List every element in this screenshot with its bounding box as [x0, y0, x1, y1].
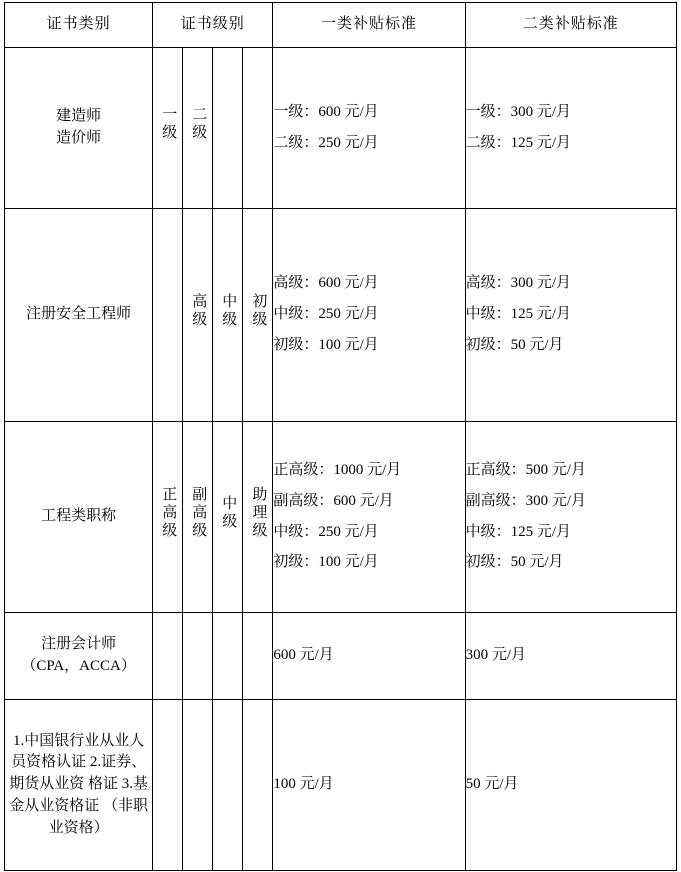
- level-label: 中级: [220, 293, 237, 330]
- table-row: [5, 48, 677, 209]
- header-cell-tier2: 二类补贴标准: [465, 3, 676, 48]
- amount-line: 初级：100 元/月: [273, 554, 379, 571]
- category-line: （非职业资格）: [48, 797, 148, 836]
- amount-line: 50 元/月: [465, 776, 519, 793]
- level-cell: [153, 48, 183, 209]
- header-cell-level: 证书级别: [153, 3, 273, 48]
- tier1-amounts: [273, 48, 465, 209]
- category-line: 注册会计师: [41, 636, 117, 653]
- amount-line: 中级：250 元/月: [273, 523, 379, 540]
- level-cell: [243, 422, 273, 613]
- category-line: 2.证券、期货从业资: [9, 754, 147, 793]
- category-line: 格证: [87, 776, 118, 793]
- tier1-amounts: [273, 700, 465, 871]
- category-line: 建造师: [56, 108, 102, 125]
- category-line: 员资格认证: [11, 754, 87, 771]
- amount-line: 副高级：300 元/月: [465, 492, 587, 509]
- level-label: 一级: [160, 106, 177, 143]
- amount-line: 正高级：500 元/月: [465, 462, 587, 478]
- amount-line: 中级：125 元/月: [465, 523, 572, 540]
- row-category: [5, 613, 153, 700]
- level-cell-empty: [243, 700, 273, 871]
- tier2-amounts: [465, 613, 676, 700]
- category-line: 造价师: [56, 130, 102, 146]
- level-cell: [183, 48, 213, 209]
- level-cell-empty: [243, 613, 273, 700]
- row-category: [5, 209, 153, 422]
- table-row: [5, 422, 677, 613]
- level-label: 副高级: [190, 486, 207, 541]
- category-line: 注册安全工程师: [26, 306, 132, 323]
- level-cell: [213, 209, 243, 422]
- amount-line: 一级：300 元/月: [465, 103, 572, 120]
- level-cell-empty: [183, 700, 213, 871]
- amount-line: 高级：600 元/月: [273, 275, 379, 292]
- level-cell-empty: [153, 700, 183, 871]
- amount-line: 初级：100 元/月: [273, 336, 379, 353]
- level-label: 正高级: [160, 486, 177, 541]
- amount-line: 初级：50 元/月: [465, 336, 564, 353]
- level-cell-empty: [243, 48, 273, 209]
- tier1-amounts: [273, 613, 465, 700]
- amount-line: 正高级：1000 元/月: [273, 462, 402, 478]
- level-cell: [153, 422, 183, 613]
- amount-line: 中级：125 元/月: [465, 306, 572, 323]
- tier2-amounts: [465, 48, 676, 209]
- table-row: [5, 613, 677, 700]
- table-row: [5, 700, 677, 871]
- amount-line: 600 元/月: [273, 647, 334, 664]
- level-cell-empty: [153, 209, 183, 422]
- category-line: 3.基金从业资格证: [9, 776, 148, 814]
- level-cell-empty: [183, 613, 213, 700]
- level-label: 二级: [190, 106, 207, 143]
- tier2-amounts: [465, 700, 676, 871]
- category-line: 工程类职称: [41, 508, 117, 525]
- amount-line: 二级：250 元/月: [273, 134, 379, 151]
- header-cell-tier1: 一类补贴标准: [273, 3, 465, 48]
- subsidy-standards-table: [4, 2, 677, 871]
- amount-line: 300 元/月: [465, 647, 527, 664]
- header-cell-category: 证书类别: [5, 3, 153, 48]
- category-line: （CPA，ACCA）: [21, 658, 136, 674]
- level-cell: [183, 209, 213, 422]
- row-category: [5, 700, 153, 871]
- level-cell: [183, 422, 213, 613]
- row-category: [5, 422, 153, 613]
- level-cell: [213, 422, 243, 613]
- level-label: 助理级: [250, 486, 267, 541]
- level-cell-empty: [153, 613, 183, 700]
- level-cell-empty: [213, 700, 243, 871]
- amount-line: 副高级：600 元/月: [273, 492, 394, 509]
- level-label: 初级: [250, 293, 267, 330]
- row-category: [5, 48, 153, 209]
- tier1-amounts: [273, 209, 465, 422]
- tier1-amounts: [273, 422, 465, 613]
- level-cell-empty: [213, 613, 243, 700]
- amount-line: 一级：600 元/月: [273, 103, 379, 120]
- level-label: 中级: [220, 495, 237, 532]
- amount-line: 100 元/月: [273, 776, 334, 793]
- level-cell: [243, 209, 273, 422]
- amount-line: 初级：50 元/月: [465, 554, 564, 571]
- amount-line: 高级：300 元/月: [465, 275, 572, 292]
- table-row: [5, 209, 677, 422]
- amount-line: 中级：250 元/月: [273, 306, 379, 323]
- level-cell-empty: [213, 48, 243, 209]
- level-label: 高级: [190, 293, 207, 330]
- tier2-amounts: [465, 422, 676, 613]
- category-line: 1.中国银行业从业人: [12, 732, 145, 749]
- tier2-amounts: [465, 209, 676, 422]
- amount-line: 二级：125 元/月: [465, 134, 572, 151]
- table-header-row: [5, 3, 677, 48]
